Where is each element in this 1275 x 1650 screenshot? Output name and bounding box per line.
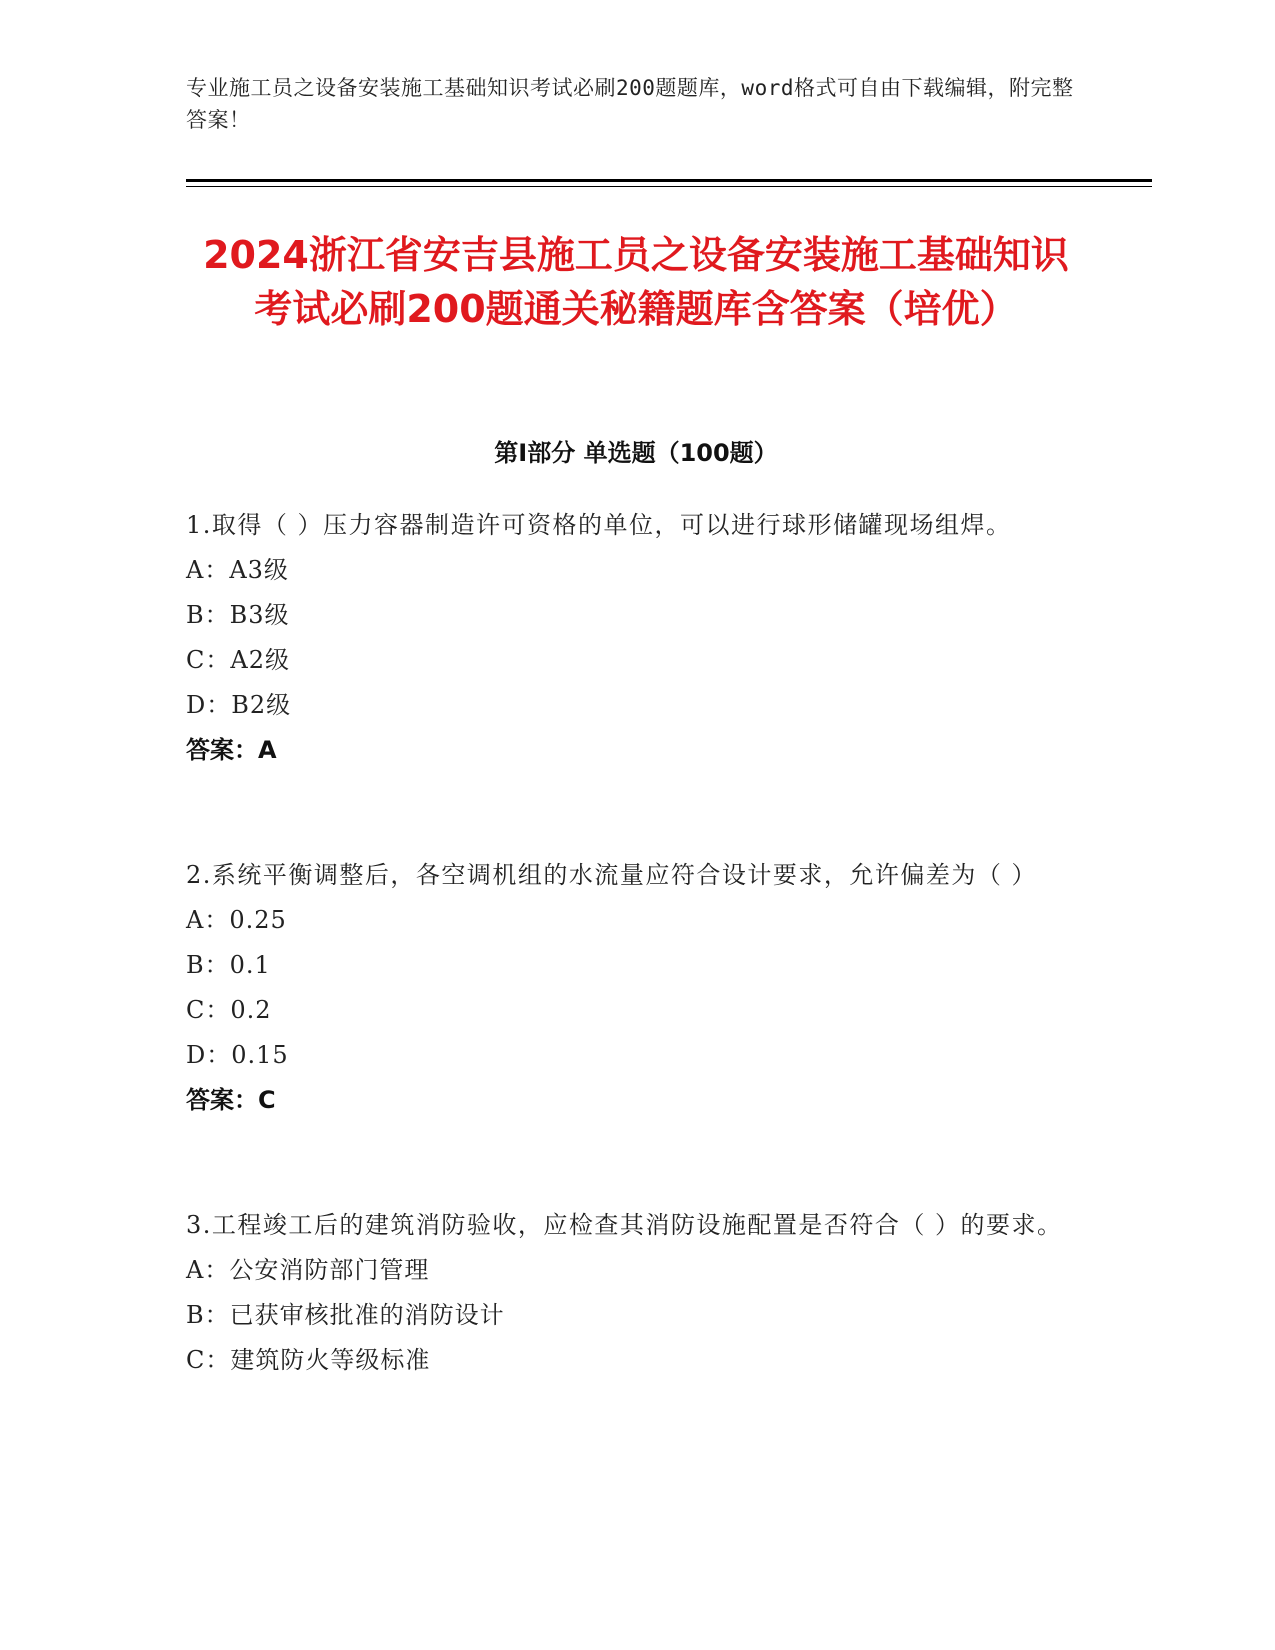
question-stem: 2.系统平衡调整后，各空调机组的水流量应符合设计要求，允许偏差为（ ）: [186, 861, 1038, 889]
option-c: C：建筑防火等级标准: [186, 1346, 431, 1374]
answer: 答案：A: [186, 736, 277, 764]
question-1: [186, 503, 1086, 773]
question-stem: 1.取得（ ）压力容器制造许可资格的单位，可以进行球形储罐现场组焊。: [186, 511, 1012, 539]
option-c: C：A2级: [186, 646, 290, 674]
answer: 答案：C: [186, 1086, 276, 1114]
option-a: A：公安消防部门管理: [186, 1256, 430, 1284]
question-3: [186, 1203, 1086, 1383]
option-a: A：0.25: [186, 906, 287, 934]
question-2: [186, 853, 1086, 1123]
section-title: 第Ⅰ部分 单选题（100题）: [494, 439, 778, 467]
header-divider-thin: [186, 186, 1152, 187]
option-d: D：0.15: [186, 1041, 289, 1069]
header-note: 专业施工员之设备安装施工基础知识考试必刷200题题库，word格式可自由下载编辑，附完整答案！: [186, 76, 1074, 132]
option-a: A：A3级: [186, 556, 289, 584]
option-b: B：已获审核批准的消防设计: [186, 1301, 505, 1329]
option-c: C：0.2: [186, 996, 272, 1024]
option-b: B：B3级: [186, 601, 290, 629]
option-d: D：B2级: [186, 691, 292, 719]
header-divider-thick: [186, 179, 1152, 182]
document-title: 2024浙江省安吉县施工员之设备安装施工基础知识考试必刷200题通关秘籍题库含答案（培优）: [203, 233, 1069, 331]
option-b: B：0.1: [186, 951, 271, 979]
question-stem: 3.工程竣工后的建筑消防验收，应检查其消防设施配置是否符合（ ）的要求。: [186, 1211, 1063, 1239]
